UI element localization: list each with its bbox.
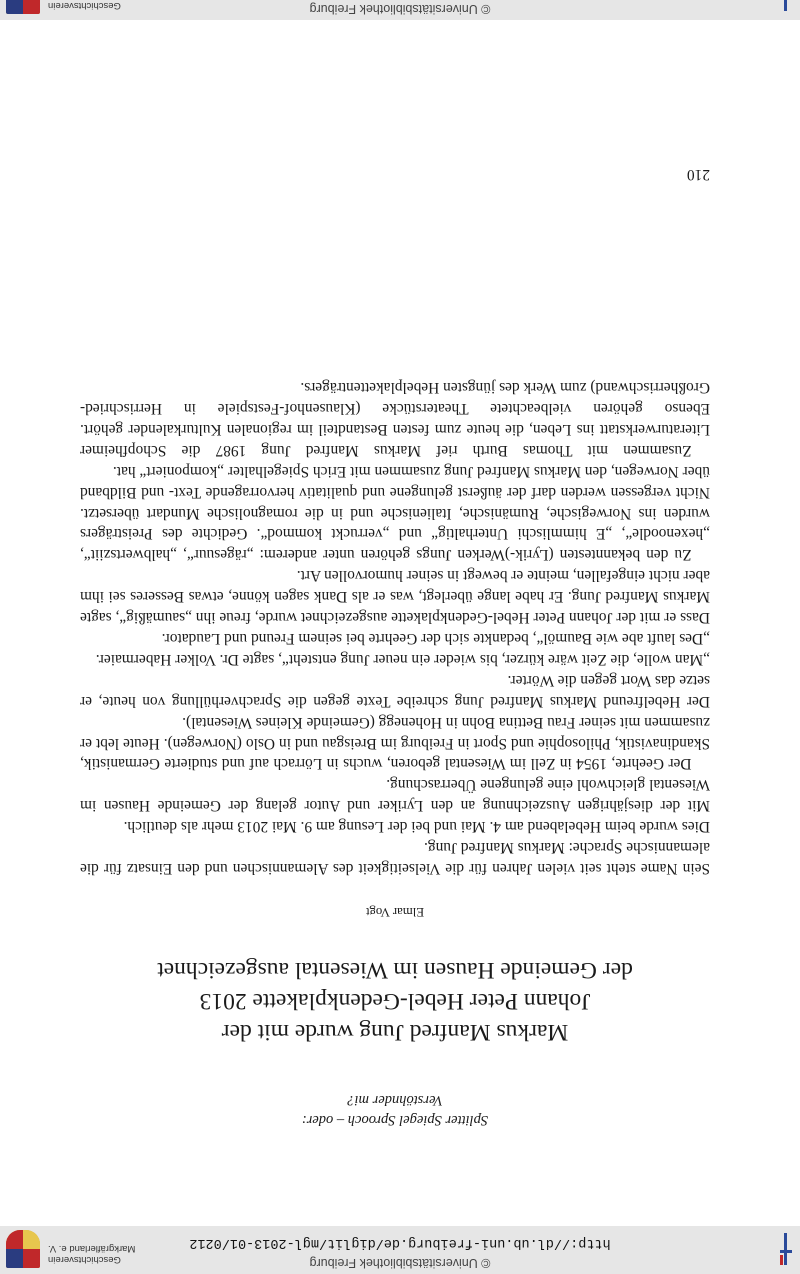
article-author: Elmar Vogt (365, 905, 425, 919)
article-body (80, 376, 710, 878)
society-name: Geschichtsverein (48, 0, 121, 11)
page-number: 210 (686, 166, 710, 183)
paragraph: Dies wurde beim Hebelabend am 4. Mai und bei der Lesung am 9. Mai 2013 mehr als deutlich. (123, 818, 710, 836)
paragraph: Der Hebelfreund Markus Manfred Jung schreibe Texte gegen die Sprachverhüllung von heute, er setze das Wort gegen die Wörter. (80, 671, 710, 710)
paragraph: „Des lauft abe wie Baumöl“, bedankte sich der Geehrte bei seinem Freund und Laudator. (161, 630, 710, 648)
paragraph: Zu den bekanntesten (Lyrik-)Werken Jungs gehören unter anderem: „rägesuur“, „halbwertsziit“, „hexenoodle“, „E himmlischi Unterhaltig“ und „verruckt kommod“. Gedichte des Preisträgers wurden ins Norwegische, Rumänische, Italienische und in die romagnolische Mundart übersetzt. Nicht vergessen werden darf der äußerst gelungene und qualitativ hervorragende Text- und Bildband über Norwegen, den Markus Manfred Jung zusammen mit Erich Spiegelhalter „komponiert“ hat. (80, 462, 710, 564)
coat-of-arms-icon (6, 1230, 40, 1268)
copyright-notice: © Universitätsbibliothek Freiburg (309, 1256, 491, 1270)
copyright-notice: © Universitätsbibliothek Freiburg (309, 2, 491, 16)
library-header-band (0, 1226, 800, 1274)
article-subtitle: Splitter Spiegel Sprooch – oder: Verstöhnder mi? (301, 1092, 489, 1128)
coat-of-arms-icon (6, 0, 40, 14)
article-title: Markus Manfred Jung wurde mit der Johann Peter Hebel-Gedenkplakette 2013 der Gemeinde Hausen im Wiesental ausgezeichnet (157, 957, 633, 1045)
society-name: Geschichtsverein Markgräflerland e. V. (48, 1243, 136, 1265)
paragraph: Zusammen mit Thomas Burth rief Markus Manfred Jung 1987 die Schopfheimer Literaturwerkstatt ins Leben, die heute zum festen Bestandteil im regionalen Kulturkalender gehört. Ebenso gehören vielbeachtete Theaterstücke (Klausenhof-Festspiele in Herrischried-Großherrischwand) zum Werk des jüngsten Hebelplakettenträgers. (80, 379, 710, 459)
library-footer-band (0, 0, 800, 20)
paragraph: Dass er mit der Johann Peter Hebel-Gedenkplakette ausgezeichnet wurde, freue ihn „saumäßig“, sagte Markus Manfred Jung. Er habe lange überlegt, was er als Dank sagen könne, etwas Besseres sei ihm aber nicht eingefallen, meinte er bewegt in seiner humorvollen Art. (80, 567, 710, 627)
paragraph: „Man wolle, die Zeit wäre kürzer, bis wieder ein neuer Jung entsteht“, sagte Dr. Volker Habermaier. (95, 650, 710, 668)
permalink-url[interactable]: http://dl.ub.uni-freiburg.de/diglit/mgl-2013-01/0212 (189, 1235, 611, 1250)
paragraph: Mit der diesjährigen Auszeichnung an den Lyriker und Autor gelang der Gemeinde Hausen im Wiesental gleichwohl eine gelungene Überraschung. (80, 776, 710, 815)
paragraph: Sein Name steht seit vielen Jahren für die Vielseitigkeit des Alemannischen und den Einsatz für die alemannische Sprache: Markus Manfred Jung. (80, 839, 710, 877)
paragraph: Der Geehrte, 1954 in Zell im Wiesental geboren, wuchs in Lörrach auf und studierte Germanistik, Skandinavistik, Philosophie und Sport in Freiburg im Breisgau und in Oslo (Norwegen). Heute lebt er zusammen mit seiner Frau Bettina Bohn in Hohenegg (Gemeinde Kleines Wiesental). (80, 713, 710, 773)
